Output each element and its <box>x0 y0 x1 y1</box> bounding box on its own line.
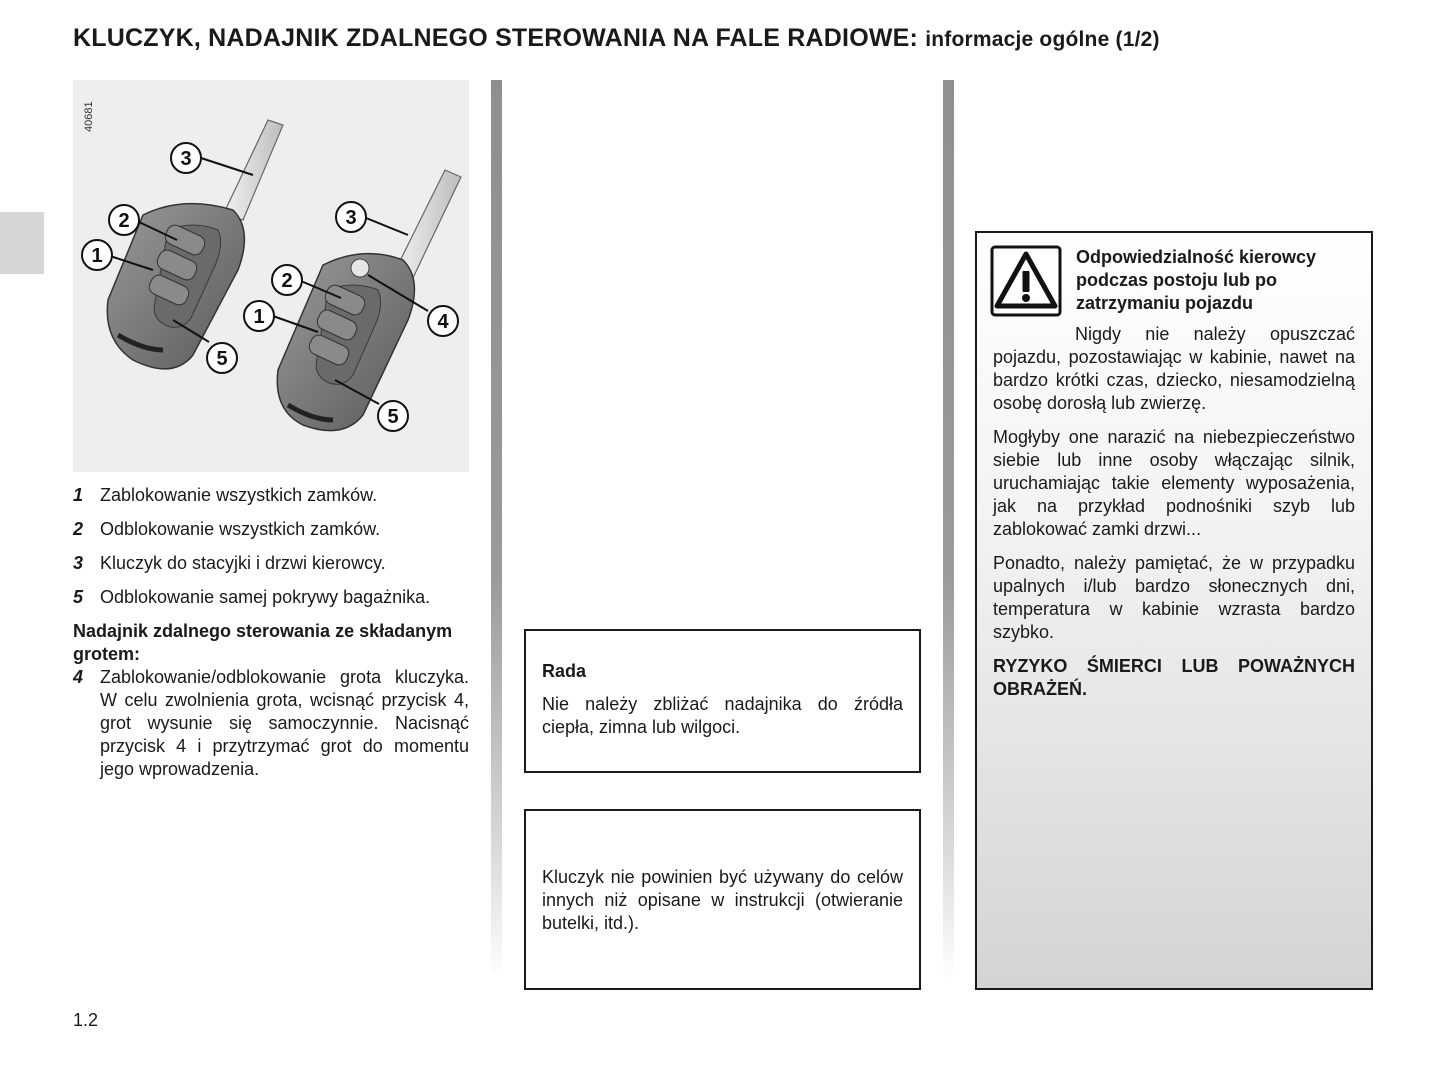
key-usage-box <box>524 809 921 990</box>
legend-number: 5 <box>73 587 84 607</box>
key-illustration <box>73 80 469 472</box>
key-usage-text: Kluczyk nie powinien być używany do celów innych niż opisane w instrukcji (otwieranie butelki, itd.). <box>542 867 903 933</box>
page-subtitle: informacje ogólne (1/2) <box>925 28 1160 51</box>
callout-2a <box>109 205 139 235</box>
legend-text: Kluczyk do stacyjki i drzwi kierowcy. <box>100 553 386 573</box>
svg-text:5: 5 <box>216 348 228 370</box>
svg-text:1: 1 <box>91 245 103 267</box>
svg-text:4: 4 <box>437 311 449 333</box>
svg-text:3: 3 <box>345 207 357 229</box>
advice-box <box>524 629 921 773</box>
legend-item <box>73 552 469 575</box>
legend-number: 4 <box>73 667 84 687</box>
legend-text: Zablokowanie wszystkich zamków. <box>100 485 378 505</box>
advice-title: Rada <box>542 661 587 681</box>
advice-text: Nie należy zbliżać nadajnika do źródła ciepła, zimna lub wilgoci. <box>542 694 903 737</box>
callout-2b <box>272 265 302 295</box>
warning-box <box>975 231 1373 990</box>
warning-header <box>993 245 1355 317</box>
page-title-main: KLUCZYK, NADAJNIK ZDALNEGO STEROWANIA NA FALE RADIOWE: <box>73 24 919 52</box>
key-drawing <box>73 80 469 472</box>
callout-5a <box>207 343 237 373</box>
section-tab <box>0 212 44 274</box>
column-divider-right <box>943 80 954 980</box>
folding-key-heading: Nadajnik zdalnego sterowania ze składanym grotem: <box>73 621 453 664</box>
legend-item <box>73 666 469 781</box>
svg-text:2: 2 <box>281 270 293 292</box>
warning-paragraph: Mogłyby one narazić na niebezpieczeństwo siebie lub inne osoby włączając silnik, uruchamiając takie elementy wyposażenia, jak na przykład podnośniki szyb lub zablokować zamki drzwi... <box>993 427 1355 539</box>
legend-number: 3 <box>73 553 84 573</box>
legend-text: Odblokowanie samej pokrywy bagażnika. <box>100 587 431 607</box>
left-key-blade <box>223 120 283 220</box>
callout-1a <box>82 240 112 270</box>
svg-text:3: 3 <box>180 148 192 170</box>
warning-danger: RYZYKO ŚMIERCI LUB POWAŻNYCH OBRAŻEŃ. <box>993 656 1355 699</box>
legend-item <box>73 586 469 609</box>
legend-item <box>73 518 469 541</box>
warning-paragraph: Nigdy nie należy opuszczać pojazdu, pozostawiając w kabinie, nawet na bardzo krótki czas, dziecko, niesamodzielną osobę dorosłą lub zwierzę. <box>993 324 1355 413</box>
svg-text:5: 5 <box>387 406 399 428</box>
key-legend <box>73 484 469 792</box>
figure-id: 40681 <box>83 101 95 132</box>
page-number: 1.2 <box>73 1010 99 1030</box>
legend-number: 1 <box>73 485 84 505</box>
callout-4b <box>428 306 458 336</box>
svg-text:1: 1 <box>253 306 265 328</box>
callout-5b <box>378 401 408 431</box>
legend-item <box>73 484 469 507</box>
callout-3b <box>336 202 366 232</box>
warning-triangle-icon <box>990 245 1062 317</box>
warning-title: Odpowiedzialność kierowcy podczas postoju lub po zatrzymaniu pojazdu <box>1076 247 1317 313</box>
legend-number: 2 <box>73 519 84 539</box>
column-divider-left <box>491 80 502 980</box>
warning-paragraph: Ponadto, należy pamiętać, że w przypadku upalnych i/lub bardzo słonecznych dni, temperatura w kabinie wzrasta bardzo szybko. <box>993 553 1355 642</box>
callout-3a <box>171 143 201 173</box>
svg-text:2: 2 <box>118 210 130 232</box>
legend-text: Odblokowanie wszystkich zamków. <box>100 519 381 539</box>
page-title <box>73 24 1413 53</box>
callout-1b <box>244 301 274 331</box>
legend-text: Zablokowanie/odblokowanie grota kluczyka. W celu zwolnienia grota, wcisnąć przycisk 4, grot wysunie się samoczynnie. Nacisnąć przycisk 4 i przytrzymać grot do momentu jego wprowadzenia. <box>100 667 469 779</box>
